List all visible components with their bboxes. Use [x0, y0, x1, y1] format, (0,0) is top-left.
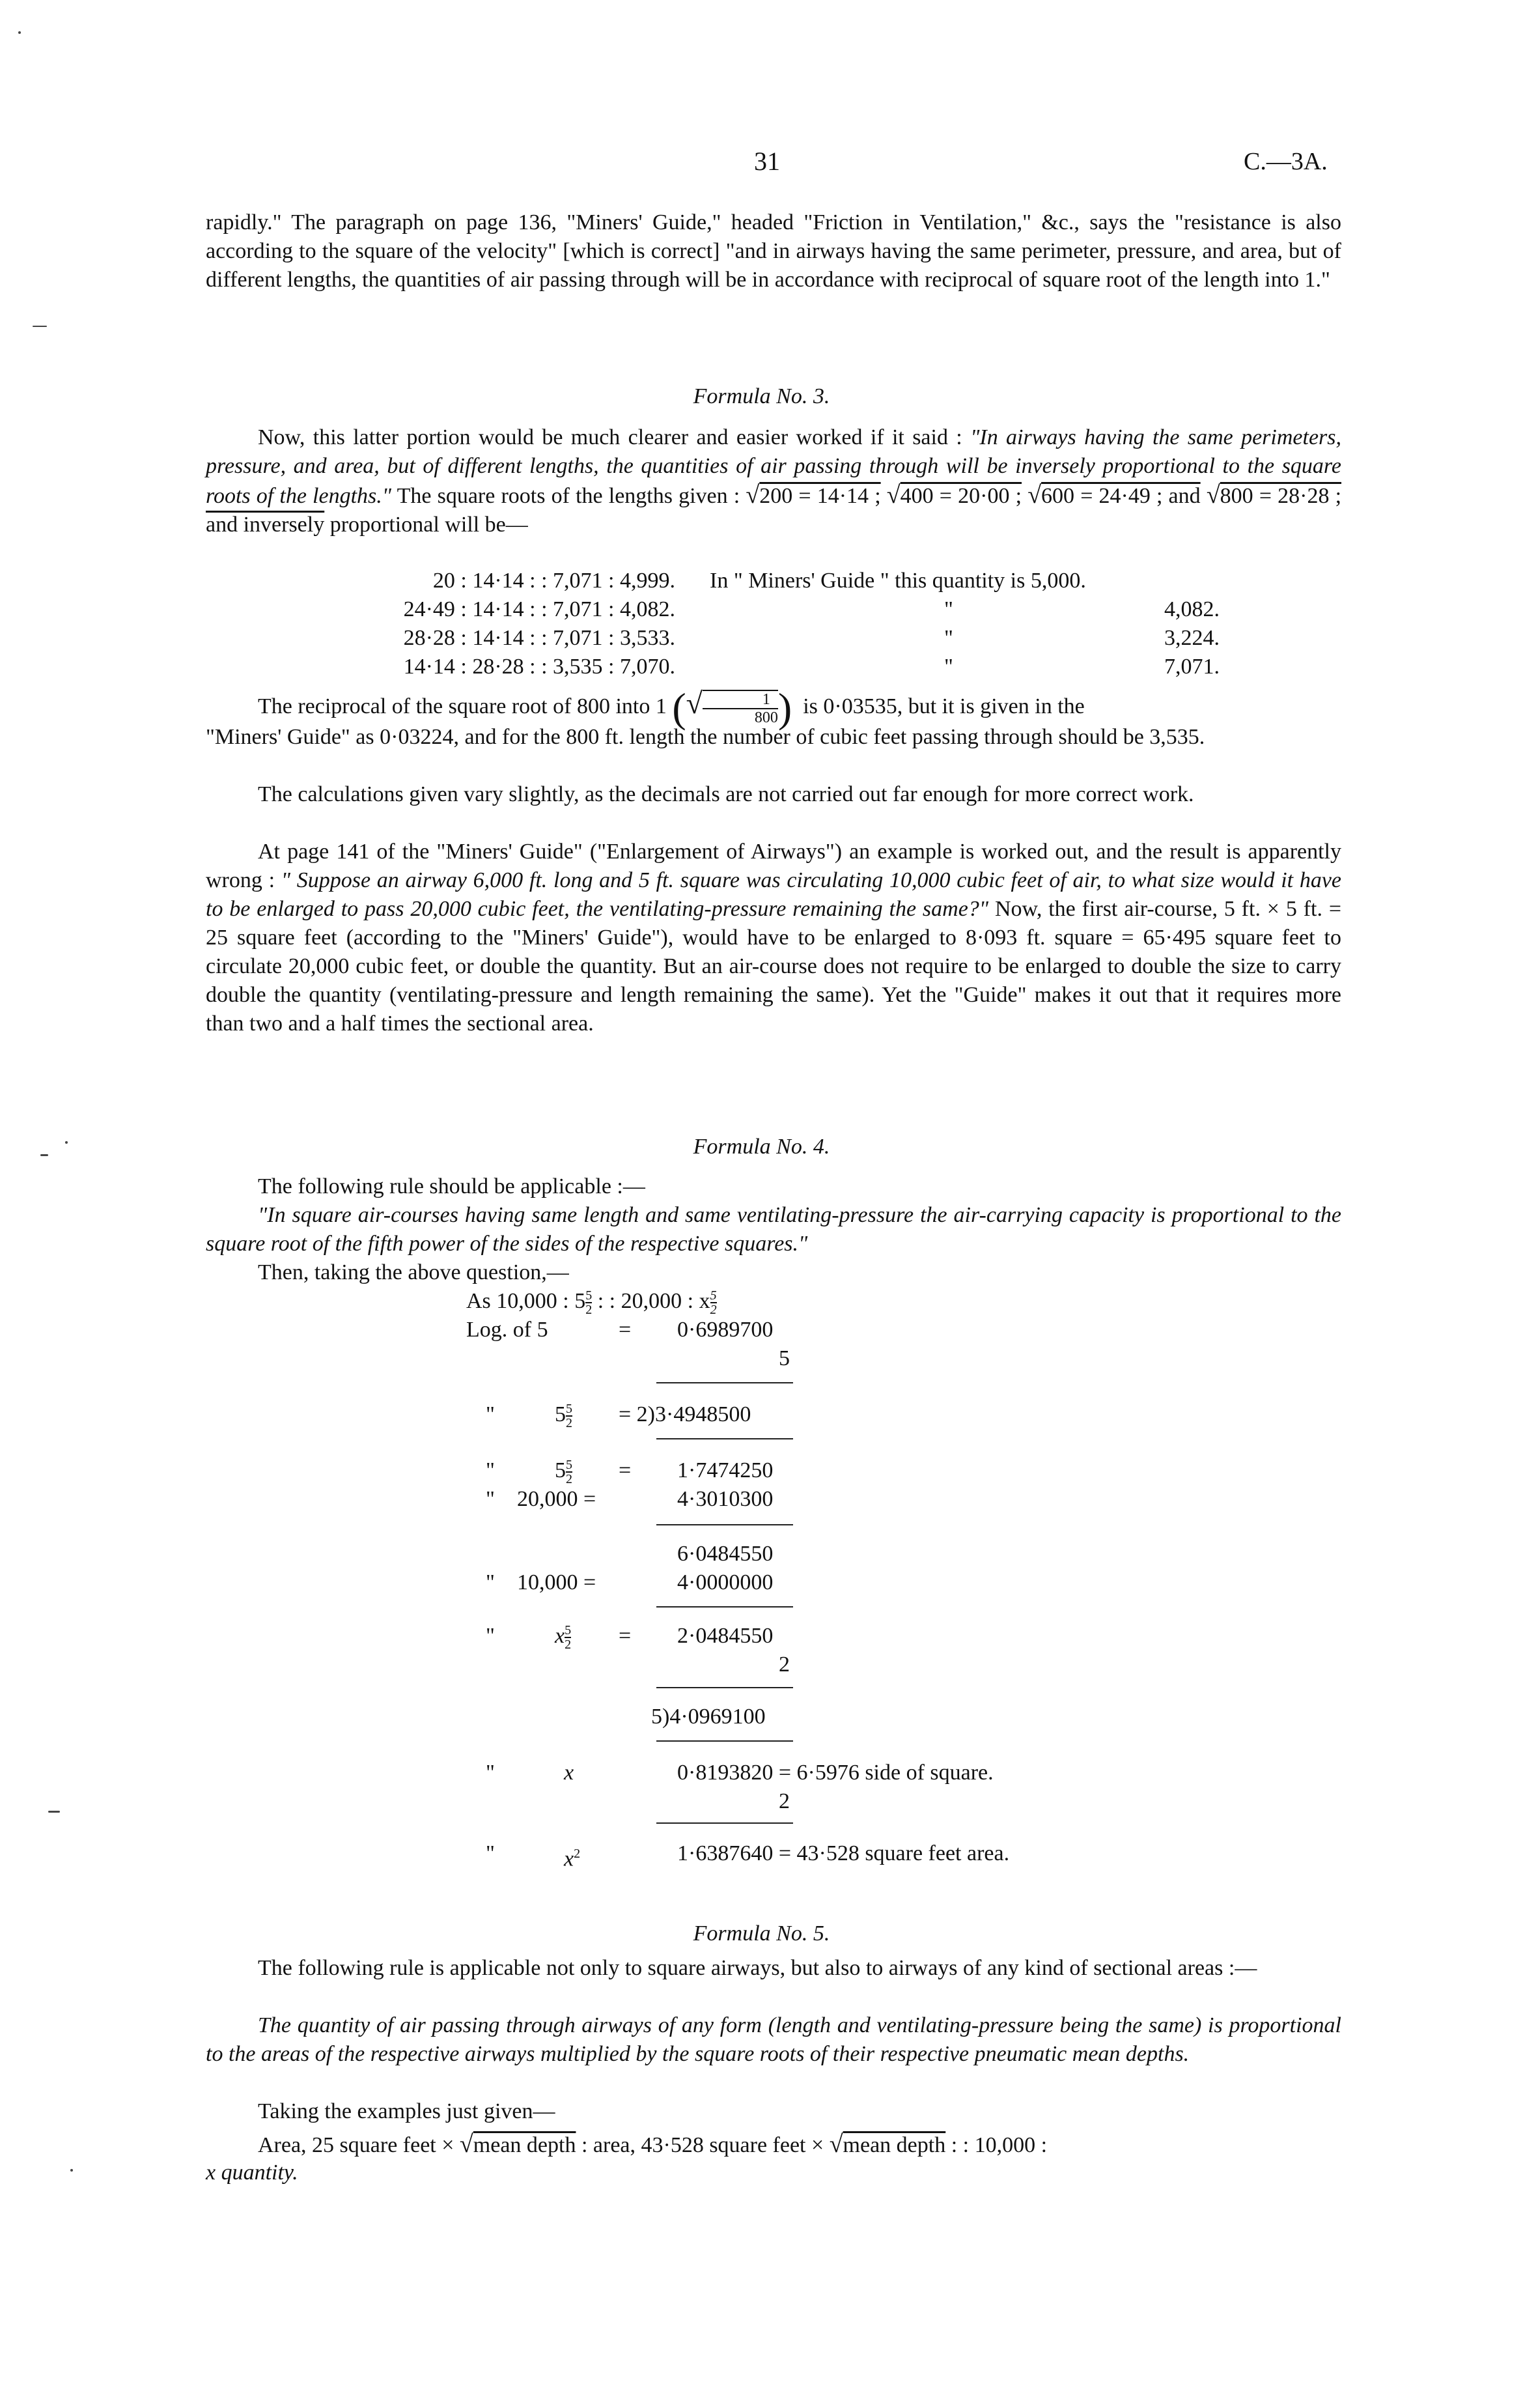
scan-speck	[70, 2169, 73, 2172]
area-equation: Area, 25 square feet × √mean depth : area, 43·528 square feet × √mean depth : : 10,000 :	[258, 2131, 1048, 2158]
area-text-b: : area, 43·528 square feet ×	[581, 2133, 824, 2157]
scan-speck	[18, 31, 21, 34]
row-20000-value: 4·3010300	[677, 1487, 774, 1511]
reciprocal-line: The reciprocal of the square root of 800 into 1 (√ $\frac{1}{800}$ ) is 0·03535, but it is given in the	[258, 685, 1085, 731]
roots-line-2: proportional will be—	[329, 513, 528, 537]
document-reference: C.—3A.	[1244, 148, 1328, 175]
row-5-half-label: 5 $\frac{5}{2}$	[555, 1402, 572, 1431]
proportion-row-4: 14·14 : 28·28 : : 3,535 : 7,070.	[403, 655, 675, 679]
paren-open: (	[672, 685, 686, 731]
proportion-row-2: 24·49 : 14·14 : : 7,071 : 4,082.	[403, 597, 675, 621]
reciprocal-text-b: is 0·03535, but it is given in the	[803, 694, 1085, 718]
rule-line	[656, 1382, 793, 1383]
proportion-row-1: 20 : 14·14 : : 7,071 : 4,999.	[432, 569, 675, 593]
reciprocal-text-a: The reciprocal of the square root of 800 into 1	[258, 694, 667, 718]
multiplier-2: 2	[779, 1652, 790, 1677]
page-141-paragraph	[206, 838, 1341, 1038]
multiplier-2: 2	[779, 1789, 790, 1813]
mean-depth-1: mean depth	[473, 2133, 576, 2157]
divide-by-5: 5)4·0969100	[651, 1705, 766, 1729]
log-label: Log. of 5	[466, 1318, 548, 1342]
ditto-mark: "	[486, 1402, 495, 1426]
formula-4-heading: Formula No. 4.	[693, 1135, 830, 1159]
formula-3-paragraph	[206, 423, 1341, 539]
intro-paragraph: rapidly." The paragraph on page 136, "Miners' Guide," headed "Friction in Ventilation," &c., says the "resistance is also according to the square of the velocity" [which is correct] "and in airways having the same perimeter, pressure, and area, but of different lengths, the quantities of air passing through will be in accordance with reciprocal of square root of the length into 1."	[206, 210, 1341, 292]
mean-depth-2: mean depth	[843, 2133, 946, 2157]
reciprocal-fraction: $\frac{1}{800}$	[703, 690, 778, 726]
page-141-text-b: Now, the first air-course, 5 ft. × 5 ft. = 25 square feet (according to the "Miners' Guide"), would have to be enlarged to 8·093 ft. square = 65·495 square feet to circulate 20,000 cubic feet, or double the quantity. But an air-course does not require to be enlarged to double the size to carry double the quantity (ventilating-pressure and length remaining the same). Yet the "Guide" makes it out that it requires more than two and a half times the sectional area.	[206, 897, 1341, 1036]
row-x-5-half-label: x $\frac{5}{2}$	[555, 1623, 572, 1652]
formula-5-heading: Formula No. 5.	[693, 1921, 830, 1946]
rule-line	[656, 1740, 793, 1742]
row-10000-value: 4·0000000	[677, 1570, 774, 1594]
formula-3-heading: Formula No. 3.	[693, 384, 830, 408]
ditto-mark: "	[944, 655, 953, 679]
row-5-half-value: = 2)3·4948500	[619, 1402, 751, 1426]
multiplier-5: 5	[779, 1346, 790, 1370]
log-5-value: 0·6989700	[677, 1318, 774, 1342]
page-number: 31	[754, 147, 780, 176]
formula-5-taking: Taking the examples just given—	[258, 2099, 555, 2123]
scan-speck	[48, 1811, 60, 1813]
ditto-mark: "	[486, 1458, 495, 1482]
row-x-value: 0·8193820 = 6·5976 side of square.	[677, 1761, 994, 1785]
ditto-mark: "	[486, 1841, 495, 1865]
formula-3-lead: Now, this latter portion would be much clearer and easier worked if it said :	[258, 425, 971, 449]
row-5-half-b-value: 1·7474250	[677, 1458, 774, 1482]
proportion-row-4-value: 7,071.	[1164, 655, 1220, 679]
rule-line	[656, 1524, 793, 1525]
formula-5-intro: The following rule is applicable not only to square airways, but also to airways of any kind of sectional areas :—	[258, 1956, 1257, 1980]
equals-sign: =	[619, 1624, 632, 1648]
root-400: √400 = 20·00 ;	[886, 481, 1022, 509]
row-20000-label: 20,000 =	[517, 1487, 596, 1511]
root-800: √800 = 28·28 ; and inversely	[206, 481, 1342, 537]
ditto-mark: "	[944, 626, 953, 650]
calculation-note: The calculations given vary slightly, as the decimals are not carried out far enough for more correct work.	[258, 782, 1194, 806]
rule-line	[656, 1822, 793, 1824]
formula-4-then: Then, taking the above question,—	[258, 1260, 569, 1284]
proportion-row-1-note: In " Miners' Guide " this quantity is 5,000.	[710, 569, 1086, 593]
equals-sign: =	[619, 1318, 632, 1342]
area-text-c: : : 10,000 :	[951, 2133, 1048, 2157]
proportion-statement: As 10,000 : 5 $\frac{5}{2}$ : : 20,000 : x $\frac{5}{2}$	[466, 1288, 717, 1318]
reciprocal-continued: "Miners' Guide" as 0·03224, and for the 800 ft. length the number of cubic feet passing through should be 3,535.	[206, 725, 1205, 749]
formula-3-tail: The square roots of the lengths given :	[391, 484, 740, 508]
proportion-row-2-value: 4,082.	[1164, 597, 1220, 621]
page-141-text-a: At page 141 of the "Miners' Guide" ("Enlargement of Airways") an example is worked out, and the result is apparently wrong :	[206, 840, 1341, 892]
formula-4-rule: "In square air-courses having same length and same ventilating-pressure the air-carrying capacity is proportional to the square root of the fifth power of the sides of the respective squares."	[206, 1203, 1341, 1256]
row-10000-label: 10,000 =	[517, 1570, 596, 1594]
rule-line	[656, 1606, 793, 1608]
ditto-mark: "	[486, 1487, 495, 1511]
ditto-mark: "	[486, 1761, 495, 1785]
proportion-row-3: 28·28 : 14·14 : : 7,071 : 3,533.	[403, 626, 675, 650]
equals-sign: =	[619, 1458, 632, 1482]
row-x-label: x	[564, 1761, 574, 1785]
row-x-squared-label: $x^2$	[564, 1847, 581, 1871]
rule-line	[656, 1687, 793, 1688]
scan-speck	[33, 326, 47, 327]
row-5-half-b-label: 5 $\frac{5}{2}$	[555, 1458, 572, 1487]
rule-line	[656, 1438, 793, 1439]
formula-3-quote: "In airways having the same perimeters, pressure, and area, but of different lengths, the quantities of air passing through will be inversely proportional to the square roots of the lengths."	[206, 425, 1341, 508]
sum-value: 6·0484550	[677, 1542, 774, 1566]
ditto-mark: "	[944, 597, 953, 621]
page-141-quote: " Suppose an airway 6,000 ft. long and 5 ft. square was circulating 10,000 cubic feet of air, to what size would it have to be enlarged to pass 20,000 cubic feet, the ventilating-pressure remaining the same?"	[206, 868, 1341, 921]
ditto-mark: "	[486, 1624, 495, 1648]
area-text-a: Area, 25 square feet ×	[258, 2133, 454, 2157]
paren-close: )	[777, 685, 792, 731]
formula-4-intro: The following rule should be applicable :—	[258, 1174, 645, 1198]
row-x-squared-value: 1·6387640 = 43·528 square feet area.	[677, 1841, 1010, 1865]
proportion-row-3-value: 3,224.	[1164, 626, 1220, 650]
x-quantity: x quantity.	[206, 2160, 298, 2185]
root-200: √200 = 14·14 ;	[746, 481, 881, 509]
formula-5-rule: The quantity of air passing through airways of any form (length and ventilating-pressure being the same) is proportional to the areas of the respective airways multiplied by the square roots of their respective pneumatic mean depths.	[206, 2013, 1341, 2066]
root-600: √600 = 24·49 ; and	[1027, 481, 1201, 509]
row-x-5-half-value: 2·0484550	[677, 1624, 774, 1648]
ditto-mark: "	[486, 1570, 495, 1594]
